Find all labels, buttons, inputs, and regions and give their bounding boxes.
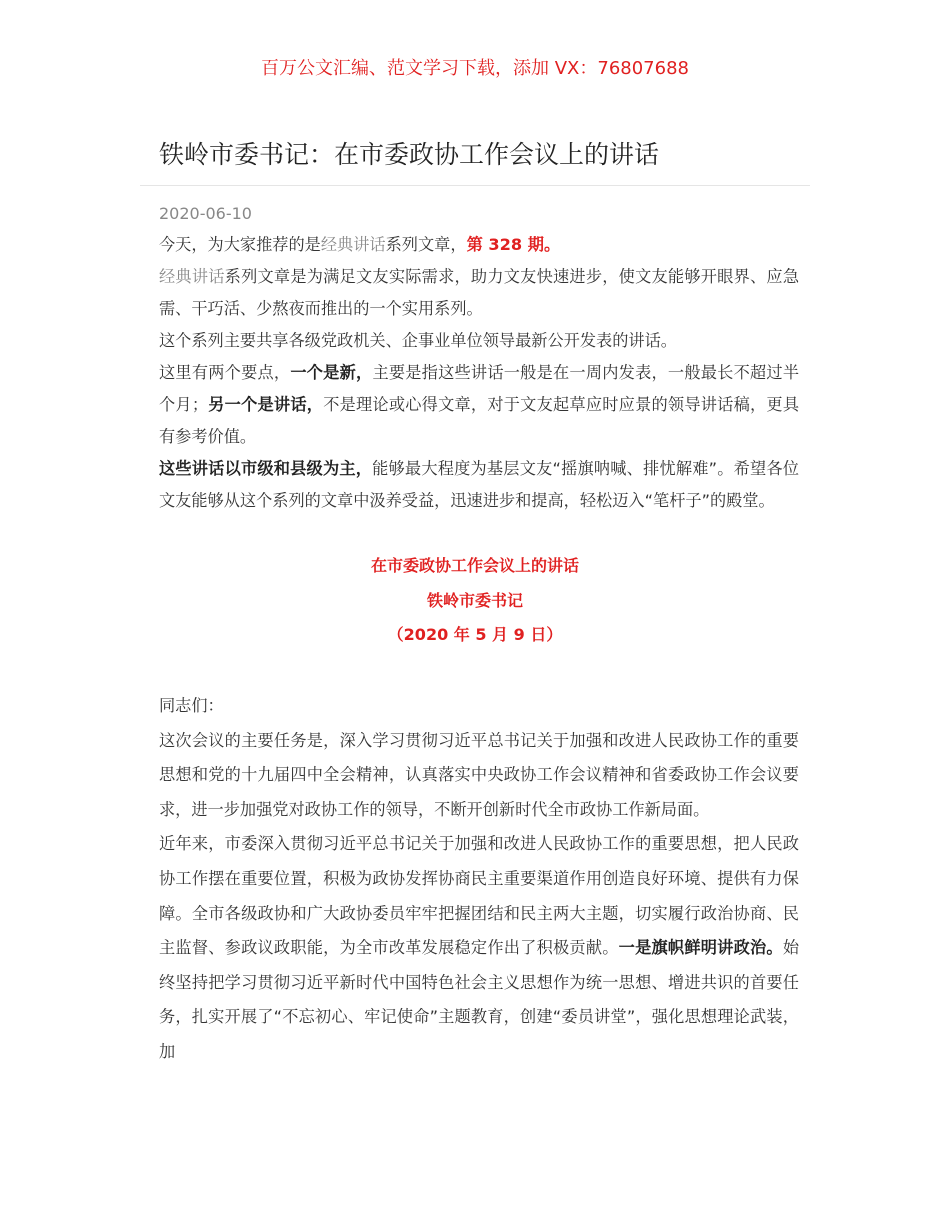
body-text: 始终坚持把学习贯彻习近平新时代中国特色社会主义思想作为统一思想、增进共识的首要任务，扎实开展了“不忘初心、牢记使命”主题教育，创建“委员讲堂”，强化思想理论武装，加 (159, 938, 800, 1061)
title-divider (140, 185, 810, 186)
body-paragraph-1: 这次会议的主要任务是，深入学习贯彻习近平总书记关于加强和改进人民政协工作的重要思想和党的十九届四中全会精神，认真落实中央政协工作会议精神和省委政协工作会议要求，进一步加强党对政协工作的领导，不断开创新时代全市政协工作新局面。 (159, 730, 799, 819)
intro-emphasis: 另一个是讲话， (208, 395, 324, 414)
body-paragraph-2 (159, 827, 799, 1069)
body-text: 近年来，市委深入贯彻习近平总书记关于加强和改进人民政协工作的重要思想，把人民政协工作摆在重要位置，积极为政协发挥协商民主重要渠道作用创造良好环境、提供有力保障。全市各级政协和广大政协委员牢牢把握团结和民主两大主题，切实履行政治协商、民主监督、参政议政职能，为全市改革发展稳定作出了积极贡献。 (159, 834, 799, 958)
publish-date: 2020-06-10 (159, 204, 252, 223)
intro-text: 系列文章是为满足文友实际需求，助力文友快速进步，使文友能够开眼界、应急需、干巧活、少熬夜而推出的一个实用系列。 (159, 267, 800, 318)
intro-paragraph-4 (159, 357, 799, 453)
intro-paragraph-1 (159, 229, 799, 261)
intro-paragraph-2 (159, 261, 799, 325)
intro-text: 今天，为大家推荐的是 (159, 235, 321, 254)
speech-date: （2020 年 5 月 9 日） (387, 625, 563, 644)
greeting: 同志们： (159, 696, 224, 715)
intro-text: 不是理论或心得文章，对于文友起草应时应景的领导讲话稿，更具有参考价值。 (159, 395, 800, 446)
intro-text: 系列文章， (385, 235, 467, 254)
article-title: 铁岭市委书记：在市委政协工作会议上的讲话 (159, 140, 660, 169)
issue-number: 第 328 期。 (466, 235, 561, 254)
series-link[interactable]: 经典讲话 (320, 235, 386, 254)
intro-emphasis: 这些讲话以市级和县级为主， (159, 459, 373, 478)
intro-emphasis: 一个是新， (290, 363, 373, 382)
speech-body (159, 689, 799, 1070)
intro-text: 能够最大程度为基层文友“摇旗呐喊、排忧解难”。希望各位文友能够从这个系列的文章中汲养受益，迅速进步和提高，轻松迈入“笔杆子”的殿堂。 (159, 459, 799, 510)
speech-heading (159, 549, 791, 653)
body-emphasis: 一是旗帜鲜明讲政治。 (618, 938, 783, 958)
series-intro (159, 229, 799, 517)
speech-speaker: 铁岭市委书记 (426, 590, 523, 610)
intro-text: 这里有两个要点， (159, 363, 291, 382)
promo-banner: 百万公文汇编、范文学习下载，添加 VX：76807688 (261, 58, 689, 79)
speech-title: 在市委政协工作会议上的讲话 (370, 556, 579, 575)
series-link[interactable]: 经典讲话 (159, 267, 225, 286)
intro-paragraph-5 (159, 453, 799, 517)
intro-text: 主要是指这些讲话一般是在一周内发表，一般最长不超过半个月； (159, 363, 800, 414)
intro-paragraph-3: 这个系列主要共享各级党政机关、企事业单位领导最新公开发表的讲话。 (159, 331, 677, 350)
